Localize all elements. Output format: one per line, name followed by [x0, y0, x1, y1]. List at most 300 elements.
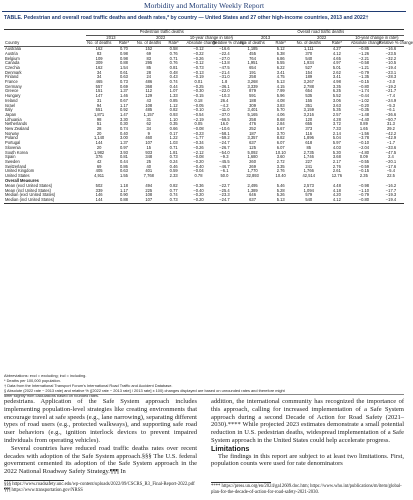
table-cell: 8.82	[276, 135, 285, 141]
table-cell: 4.18	[332, 187, 341, 193]
table-cell: −0.25	[193, 83, 204, 89]
table-cell: 147	[95, 93, 103, 99]
table-cell: −36.1	[219, 83, 230, 89]
table-cell: 120	[305, 116, 313, 122]
table-cell: 4.15	[276, 83, 285, 89]
table-cell: −19.2	[385, 83, 397, 89]
table-cell: 0.46	[169, 163, 178, 169]
table-cell: 5.26	[276, 192, 285, 198]
table-cell: −6.1	[220, 168, 229, 174]
table-cell: 151	[95, 88, 103, 94]
table-cell: 0.01	[194, 79, 203, 85]
table-cell: −16.6	[385, 46, 397, 52]
left-paragraph-1: pedestrians. Application of the Safe System approach includes implementing population-level strategies like creating environments that encourage travel at safe speeds (e.g., lane narrowing), separating different types of road users (e.g., protected walkways), and supporting safe road user behaviors (e.g., ignition interlock devices to prevent impaired individuals from operating vehicles).	[4, 398, 197, 444]
table-cell: 3.30	[119, 116, 128, 122]
table-cell: 3.06	[332, 97, 341, 103]
table-cell: 6.25	[332, 88, 341, 94]
table-cell: 373	[305, 126, 313, 132]
header-relative-change: Relative % change	[378, 40, 413, 46]
table-cell: 2.4	[388, 154, 394, 160]
table-cell: 0.85	[169, 97, 178, 103]
table-cell: 22.5	[386, 173, 395, 179]
table-cell: 0.92	[119, 107, 128, 113]
table-cell: 1,746	[303, 154, 314, 160]
row-label: Norway	[5, 130, 19, 136]
table-cell: −0.58	[358, 60, 370, 66]
table-cell: 486	[145, 79, 153, 85]
table-cell: 618	[305, 140, 313, 146]
table-cell: 5.38	[276, 50, 285, 56]
row-label: Finland	[5, 74, 19, 80]
table-cell: 7.33	[332, 126, 341, 132]
table-cell: −1.56	[358, 130, 370, 136]
table-cell: 3,401	[247, 107, 258, 113]
table-cell: 0.93	[169, 111, 178, 117]
table-cell: 31	[96, 97, 102, 103]
table-cell: −0.04	[193, 168, 204, 174]
table-cell: 125	[249, 144, 256, 150]
table-cell: 0.78	[194, 173, 203, 179]
table-cell: 370	[305, 50, 313, 56]
table-cell: 654	[249, 64, 256, 70]
table-cell: 4.28	[332, 116, 341, 122]
table-cell: −0.08	[193, 154, 204, 160]
table-cell: 189	[305, 74, 313, 80]
table-cell: −0.79	[358, 192, 370, 198]
table-cell: −37.0	[219, 111, 230, 117]
table-cell: −5.4	[386, 168, 395, 174]
data-table	[4, 29, 413, 204]
header-rate: Rate*	[168, 40, 179, 46]
table-cell: 3,268	[247, 79, 258, 85]
right-footnotes	[211, 484, 404, 495]
table-cell: 579	[305, 192, 313, 198]
row-label: Netherlands	[5, 121, 28, 127]
table-cell: 1,094	[303, 187, 314, 193]
table-cell: −0.10	[193, 107, 204, 113]
table-cell: 1.37	[119, 88, 128, 94]
table-cell: 0.86	[119, 163, 128, 169]
table-separator	[4, 394, 404, 395]
table-cell: −10.6	[219, 126, 230, 132]
table-cell: 0.35	[169, 121, 178, 127]
table-cell: 0.97	[119, 144, 128, 150]
left-column	[4, 398, 197, 476]
table-cell: 42	[96, 158, 102, 164]
table-cell: 764	[249, 55, 256, 61]
table-cell: 188	[249, 97, 256, 103]
row-label: United States	[5, 173, 30, 179]
table-cell: 5.30	[332, 149, 341, 155]
table-cell: 5.70	[276, 107, 285, 113]
row-label: Mean (incl United States)	[5, 187, 51, 193]
table-cell: 4.08	[276, 97, 285, 103]
table-cell: −58.1	[219, 130, 230, 136]
table-cell: 3.41	[332, 74, 341, 80]
row-label: Denmark	[5, 69, 22, 75]
table-cell: −0.85	[358, 46, 370, 52]
table-cell: 5.13	[276, 79, 285, 85]
table-cell: −0.40	[193, 163, 204, 169]
table-cell: 0.74	[169, 79, 178, 85]
table-cell: 98	[96, 116, 102, 122]
note-abbreviations: Abbreviations: excl = excluding; incl = including.	[4, 373, 87, 378]
table-cell: 1.65	[359, 126, 368, 132]
table-cell: −0.59	[358, 163, 370, 169]
row-label: South Korea	[5, 149, 28, 155]
row-label: Australia	[5, 46, 21, 52]
table-cell: −0.98	[358, 183, 370, 188]
row-label: Slovenia	[5, 144, 21, 150]
table-cell: −19.4	[385, 197, 397, 203]
table-cell: 4.12	[332, 197, 341, 203]
header-relative-change: Relative % change	[212, 40, 247, 46]
table-cell: 0.48	[169, 69, 178, 75]
table-cell: 225	[145, 187, 153, 193]
table-cell: 4.97	[332, 60, 341, 66]
header-rate: Rate*	[275, 40, 286, 46]
table-cell: −1.26	[358, 50, 370, 56]
table-cell: 1.81	[169, 149, 178, 155]
row-label: New Zealand	[5, 126, 30, 132]
table-cell: 0.88	[119, 60, 128, 66]
header-no-deaths: No. of deaths	[87, 40, 112, 46]
header-absolute-change: Absolute change	[350, 40, 382, 46]
table-cell: −13.8	[219, 60, 230, 66]
table-cell: −2.04	[358, 144, 370, 150]
table-cell: −17.7	[385, 187, 397, 193]
table-cell: −0.13	[193, 69, 204, 75]
table-cell: 2,735	[303, 149, 314, 155]
table-cell: 129	[145, 93, 153, 99]
table-cell: 83	[96, 50, 102, 56]
table-cell: 187	[249, 130, 256, 136]
right-paragraph-1: addition, the international community has recognized the importance of this approach, calling for increased implementation of a Safe System approach during a second Decade of Action for Road Safety (2021–2030).**** While projected 2023 estimates demonstrate a small potential reduction in U.S. pedestrian deaths, widespread implementation of a Safe System approach in the United States could help accelerate progress.	[211, 398, 404, 444]
table-cell: 0.73	[169, 154, 178, 160]
footnote-3: **** https://press.un.org/en/2024/ga12609.doc.htm; https://www.who.int/publications/m/item/global-plan-for-the-decade-of-action-for-road-safety-2021-2030.	[211, 484, 402, 495]
table-cell: −33.6	[385, 144, 397, 150]
table-cell: 1.03	[169, 140, 178, 146]
table-cell: 28	[146, 69, 152, 75]
table-cell: −0.20	[358, 102, 370, 108]
table-cell: 6.86	[276, 55, 285, 61]
table-cell: 1,766	[303, 168, 314, 174]
table-cell: 0.74	[169, 192, 178, 198]
table-cell: 0.76	[169, 50, 178, 56]
table-cell: 0.82	[169, 107, 178, 113]
header-no-deaths: No. of deaths	[240, 40, 265, 46]
table-cell: 1.55	[119, 173, 128, 179]
table-cell: 1,157	[143, 111, 154, 117]
table-cell: 1.22	[169, 135, 178, 141]
table-cell: −16.6	[219, 46, 230, 52]
row-label: Poland	[5, 135, 18, 141]
table-cell: −10.5	[385, 60, 397, 66]
row-label: Israel	[5, 102, 16, 108]
table-cell: 0.98	[119, 55, 128, 61]
table-cell: 0.88	[119, 197, 128, 203]
table-cell: 1,111	[303, 46, 314, 52]
table-cell: −46.7	[219, 163, 230, 169]
country-rows	[4, 47, 404, 179]
table-cell: 455	[249, 50, 256, 56]
table-cell: 3,267	[303, 79, 314, 85]
table-cell: 107	[145, 140, 153, 146]
table-cell: 32,893	[246, 173, 259, 179]
table-cell: 5.46	[276, 183, 285, 188]
table-cell: 258	[249, 116, 256, 122]
table-cell: 1,770	[247, 168, 258, 174]
table-cell: 2.35	[359, 173, 368, 179]
table-cell: 69	[146, 50, 152, 56]
table-cell: 227	[305, 158, 313, 164]
table-cell: −2.21	[358, 55, 370, 61]
row-label: Sweden	[5, 158, 20, 164]
table-cell: 1,389	[247, 187, 258, 193]
table-cell: −0.79	[358, 69, 370, 75]
table-cell: −0.55	[358, 158, 370, 164]
table-cell: 3.93	[119, 149, 128, 155]
table-cell: −7.4	[386, 93, 395, 99]
table-cell: 260	[249, 158, 256, 164]
header-overall: Overall road traffic deaths	[237, 30, 404, 36]
table-cell: 1.37	[119, 140, 128, 146]
note-change-cont: differ slightly from calculations based on rounded rates.	[4, 393, 100, 399]
table-cell: 339	[95, 187, 103, 193]
table-cell: 69	[96, 163, 102, 169]
table-cell: −22.4	[219, 50, 230, 56]
table-cell: −0.80	[358, 197, 370, 203]
table-cell: 0.17	[169, 130, 178, 136]
table-cell: −0.20	[193, 197, 204, 203]
table-cell: 494	[145, 183, 153, 188]
table-cell: 116	[305, 130, 313, 136]
table-cell: −21.4	[219, 69, 230, 75]
table-cell: 5.67	[276, 126, 285, 132]
table-cell: 20	[96, 130, 102, 136]
table-cell: −4.80	[358, 149, 370, 155]
table-cell: 155	[305, 97, 313, 103]
table-cell: 5.55	[276, 60, 285, 66]
table-cell: 5.97	[332, 140, 341, 146]
table-cell: −0.36	[193, 183, 204, 188]
table-cell: 10.10	[275, 149, 286, 155]
table-cell: 85	[146, 64, 152, 70]
table-cell: 154	[305, 69, 313, 75]
table-cell: 42,514	[302, 173, 316, 179]
table-cell: −31.0	[219, 74, 230, 80]
table-cell: 6.22	[276, 64, 285, 70]
table-cell: 1,185	[247, 46, 258, 52]
table-cell: 2.72	[276, 158, 285, 164]
table-cell: 540	[305, 197, 313, 203]
table-cell: 2.76	[332, 163, 341, 169]
table-cell: 2,788	[303, 83, 314, 89]
table-cell: 309	[249, 102, 256, 108]
table-cell: −0.54	[193, 111, 204, 117]
table-cell: −66.5	[219, 116, 230, 122]
table-cell: −0.10	[358, 140, 370, 146]
table-cell: 40	[146, 163, 152, 169]
right-paragraph-2: The findings in this report are subject to at least two limitations. First, population counts were used for rate denominators	[211, 452, 404, 468]
table-cell: 2,573	[303, 183, 314, 188]
table-cell: 34	[146, 126, 152, 132]
row-label: Portugal	[5, 140, 21, 146]
table-cell: 0.05	[194, 121, 203, 127]
table-cell: −1.35	[358, 74, 370, 80]
table-cell: 1,140	[93, 135, 105, 141]
table-cell: 34	[96, 74, 102, 80]
table-cell: 3,357	[247, 135, 258, 141]
table-cell: 4,911	[94, 173, 105, 179]
table-cell: 1.18	[119, 183, 128, 188]
table-cell: 5.35	[332, 107, 341, 113]
table-cell: −9.3	[220, 154, 229, 160]
table-cell: −1.10	[358, 187, 370, 193]
table-cell: 162	[95, 64, 103, 70]
table-cell: 2.17	[332, 158, 341, 164]
table-cell: 0.82	[169, 183, 178, 188]
table-cell: 1,934	[303, 60, 314, 66]
table-cell: −4.40	[358, 116, 370, 122]
table-cell: 25	[146, 158, 152, 164]
table-cell: 1,871	[93, 111, 105, 117]
table-cell: 3.00	[119, 135, 128, 141]
table-cell: 0.90	[119, 192, 128, 198]
right-footnote-rule	[211, 482, 271, 483]
table-cell: 4.48	[332, 183, 341, 188]
table-cell: 1.07	[169, 88, 178, 94]
table-cell: 4.75	[276, 74, 285, 80]
table-cell: 2.33	[169, 173, 178, 179]
table-cell: 4.12	[332, 50, 341, 56]
row-label: Czechia	[5, 64, 20, 70]
table-cell: −0.35	[358, 107, 370, 113]
table-cell: 1.33	[169, 93, 178, 99]
table-cell: 1.12	[169, 102, 178, 108]
table-cell: 4.06	[276, 111, 285, 117]
row-label: Germany	[5, 83, 22, 89]
table-cell: 43	[146, 97, 152, 103]
table-cell: −11.0	[219, 107, 230, 113]
table-cell: 1.17	[119, 187, 128, 193]
table-cell: −4.2	[220, 102, 229, 108]
header-all-change: 10-year change in rate§	[350, 35, 404, 41]
table-cell: 29.2	[386, 126, 395, 132]
header-no-deaths: No. of deaths	[296, 40, 321, 46]
table-cell: 0.63	[119, 74, 128, 80]
table-cell: 146	[95, 192, 103, 198]
summary-row	[4, 198, 404, 203]
table-cell: 637	[249, 140, 256, 146]
table-cell: 535	[305, 93, 313, 99]
table-cell: 295	[145, 60, 153, 66]
table-title: TABLE. Pedestrian and overall road traffic deaths and death rates,* by country — United States and 27 other high-income countries, 2013 and 2022†	[4, 15, 369, 21]
table-cell: 1.17	[119, 102, 128, 108]
header-absolute-change: Absolute change	[186, 40, 218, 46]
table-cell: 3,159	[303, 107, 314, 113]
table-cell: 51	[96, 121, 102, 127]
table-cell: −3.78	[358, 135, 370, 141]
table-cell: 0.30	[119, 121, 128, 127]
table-cell: 9	[147, 130, 150, 136]
table-cell: 7,768	[143, 173, 154, 179]
table-cell: −20.1	[385, 158, 397, 164]
table-cell: −23.3	[219, 192, 230, 198]
table-cell: 0.43	[169, 74, 178, 80]
limitations-heading: Limitations	[211, 443, 250, 453]
table-cell: −22.7	[219, 183, 230, 188]
table-cell: 5.01	[332, 64, 341, 70]
table-cell: −1.21	[358, 64, 370, 70]
footnote-1: §§§ https://www.roadsafety.unc.edu/wp-content/uploads/2022/09/CSCRS_R3_Final-Report-2022.pdf	[4, 482, 195, 487]
table-cell: 0.44	[119, 158, 128, 164]
table-cell: 0.40	[119, 130, 128, 136]
table-cell: 107	[145, 197, 153, 203]
header-all-2022: 2022	[294, 35, 350, 41]
row-label: Switzerland	[5, 163, 27, 169]
table-cell: 144	[95, 140, 103, 146]
table-cell: −42.9	[385, 135, 397, 141]
table-cell: 460	[145, 135, 153, 141]
table-cell: −3.0	[386, 79, 395, 85]
table-cell: 0.74	[119, 126, 128, 132]
table-cell: −24.7	[219, 140, 230, 146]
table-cell: 258	[249, 74, 256, 80]
row-label: Belgium	[5, 55, 20, 61]
table-cell: 31	[146, 116, 152, 122]
table-cell: 933	[145, 149, 153, 155]
table-cell: 16.0	[220, 121, 229, 127]
table-cell: 0.71	[169, 144, 178, 150]
table-cell: 3.60	[276, 154, 285, 160]
table-cell: 8.68	[276, 116, 285, 122]
header-pedestrian: Pedestrian traffic deaths	[86, 30, 237, 36]
table-cell: 368	[145, 83, 153, 89]
row-label: Ireland	[5, 97, 18, 103]
table-cell: 0.66	[169, 126, 178, 132]
table-cell: 0.09	[359, 154, 368, 160]
table-cell: −1.77	[193, 135, 204, 141]
table-cell: 0.18	[194, 97, 203, 103]
note-source: † Data from the International Transport Forum's International Road Traffic and Accident Database.	[4, 383, 173, 389]
table-cell: −17.6	[385, 163, 397, 169]
row-label: Italy	[5, 107, 13, 113]
table-cell: 24	[146, 74, 152, 80]
table-cell: −26.7	[219, 144, 230, 150]
table-cell: 5,165	[247, 111, 258, 117]
table-cell: 26.4	[220, 97, 229, 103]
table-cell: −0.20	[193, 158, 204, 164]
table-cell: 1.47	[119, 111, 128, 117]
note-change: § Absolute (2022 rate − 2013 rate) and relative % ([2022 rate − 2013 rate] / 2013 rate] x 100) changes displayed are based on unrounded rates and therefore might	[4, 388, 285, 394]
table-cell: −10.3	[219, 93, 230, 99]
table-cell: −28.3	[385, 74, 397, 80]
table-cell: −0.15	[193, 93, 204, 99]
table-cell: 5.96	[276, 93, 285, 99]
row-label: Mean (excl United States)	[5, 183, 53, 188]
table-cell: 5.52	[332, 93, 341, 99]
table-cell: 0.63	[119, 168, 128, 174]
report-header: Morbidity and Mortality Weekly Report	[143, 1, 265, 10]
table-cell: 4.03	[332, 144, 341, 150]
table-cell: −0.26	[193, 144, 204, 150]
table-cell: −54.0	[219, 149, 230, 155]
table-cell: −2.19	[193, 116, 204, 122]
table-cell: 10.40	[275, 173, 286, 179]
table-cell: 34	[96, 69, 102, 75]
table-cell: 405	[95, 168, 103, 174]
